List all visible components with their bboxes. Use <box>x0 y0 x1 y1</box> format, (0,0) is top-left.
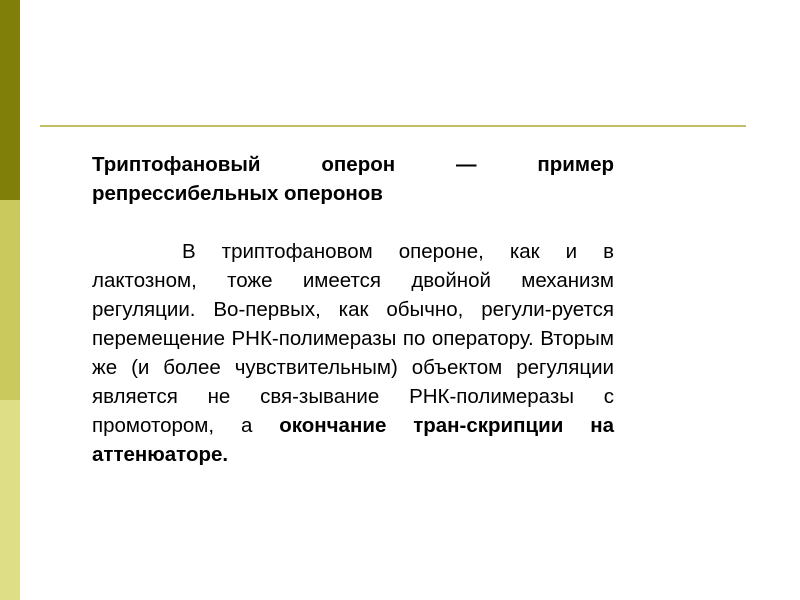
side-stripe-light <box>0 400 20 600</box>
slide-content <box>92 150 614 469</box>
slide-title: Триптофановый оперон — пример репрессибельных оперонов <box>92 153 614 205</box>
header-divider <box>40 125 746 127</box>
body-bold-text: окончание тран-скрипции на аттенюаторе. <box>92 414 614 466</box>
body-paragraph <box>92 237 614 469</box>
body-text: В триптофановом опероне, как и в лактозном, тоже имеется двойной механизм регуляции. Во-первых, как обычно, регули-руется перемещение РНК-полимеразы по оператору. Вторым же (и более чувствительным) объектом регуляции является не свя-зывание РНК-полимеразы с промотором, а <box>92 240 614 437</box>
side-stripe-mid <box>0 200 20 400</box>
side-stripe-dark <box>0 0 20 200</box>
